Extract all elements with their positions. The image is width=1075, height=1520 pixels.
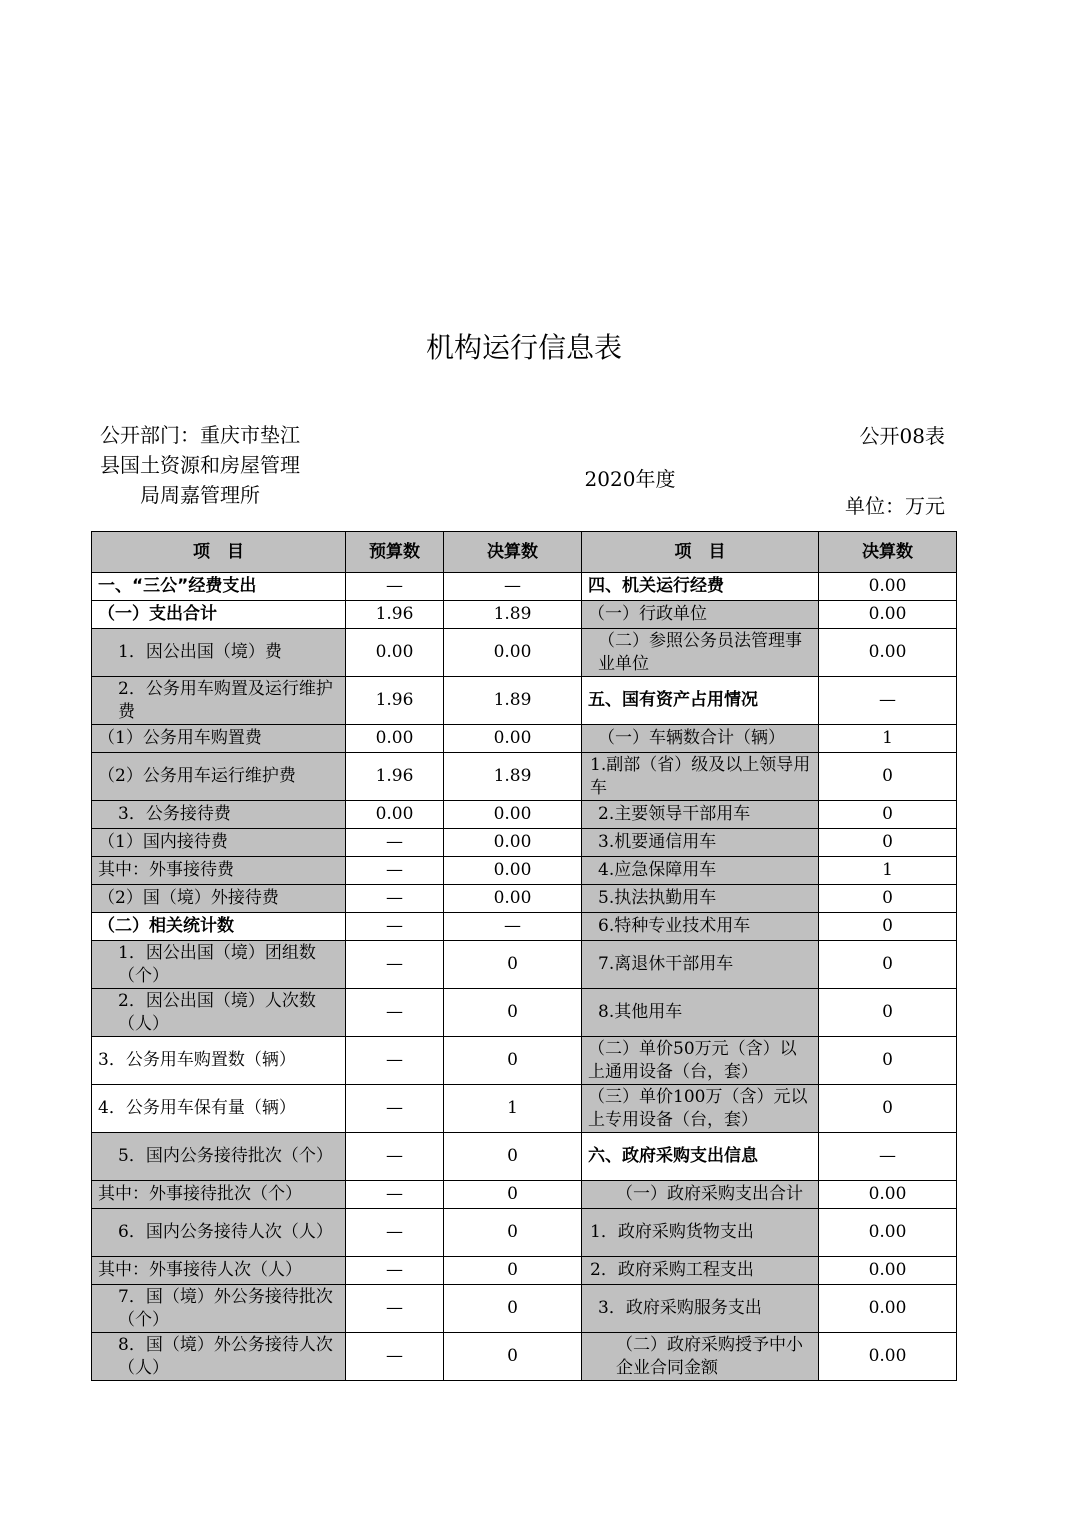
budget-value: —: [346, 1181, 444, 1209]
final-value: 0: [819, 913, 957, 941]
final-value: 1: [819, 857, 957, 885]
budget-value: 0.00: [346, 801, 444, 829]
budget-value: —: [346, 1133, 444, 1181]
header-cell: 预算数: [346, 532, 444, 573]
budget-value: —: [346, 941, 444, 989]
final-value: 0: [444, 1333, 582, 1381]
item-label-right: （一）车辆数合计（辆）: [582, 725, 819, 753]
table-row: [92, 1085, 957, 1133]
item-label-left: 5．国内公务接待批次（个）: [92, 1133, 346, 1181]
form-number: 公开08表: [859, 424, 945, 448]
final-value: 0.00: [444, 857, 582, 885]
budget-value: —: [346, 1257, 444, 1285]
table-header-row: [92, 532, 957, 573]
table-row: [92, 753, 957, 801]
header-cell: 决算数: [444, 532, 582, 573]
final-value: —: [444, 573, 582, 601]
final-value: 0: [819, 989, 957, 1037]
table-row: [92, 885, 957, 913]
item-label-right: 五、国有资产占用情况: [582, 677, 819, 725]
table-row: [92, 857, 957, 885]
table-row: [92, 989, 957, 1037]
budget-value: 1.96: [346, 753, 444, 801]
item-label-left: 其中：外事接待费: [92, 857, 346, 885]
budget-value: —: [346, 1085, 444, 1133]
final-value: —: [444, 913, 582, 941]
item-label-left: 3．公务接待费: [92, 801, 346, 829]
item-label-right: 2.主要领导干部用车: [582, 801, 819, 829]
info-table: [91, 531, 957, 1381]
item-label-left: （1）公务用车购置费: [92, 725, 346, 753]
header-cell: 项 目: [92, 532, 346, 573]
item-label-right: 四、机关运行经费: [582, 573, 819, 601]
final-value: 0.00: [444, 629, 582, 677]
final-value: 0: [819, 753, 957, 801]
budget-value: —: [346, 989, 444, 1037]
table-row: [92, 941, 957, 989]
final-value: 0.00: [819, 601, 957, 629]
item-label-right: （二）政府采购授予中小企业合同金额: [582, 1333, 819, 1381]
item-label-left: （1）国内接待费: [92, 829, 346, 857]
item-label-left: 其中：外事接待批次（个）: [92, 1181, 346, 1209]
final-value: 0: [444, 1257, 582, 1285]
item-label-left: 1．因公出国（境）团组数（个）: [92, 941, 346, 989]
item-label-left: （2）公务用车运行维护费: [92, 753, 346, 801]
table-row: [92, 829, 957, 857]
final-value: —: [819, 1133, 957, 1181]
table-row: [92, 1037, 957, 1085]
final-value: 0: [444, 989, 582, 1037]
item-label-left: 2．因公出国（境）人次数（人）: [92, 989, 346, 1037]
item-label-right: 6.特种专业技术用车: [582, 913, 819, 941]
final-value: 1.89: [444, 753, 582, 801]
table-row: [92, 677, 957, 725]
final-value: 1: [819, 725, 957, 753]
budget-value: —: [346, 829, 444, 857]
header-cell: 项 目: [582, 532, 819, 573]
final-value: 0.00: [444, 829, 582, 857]
final-value: 0.00: [819, 1333, 957, 1381]
table-row: [92, 725, 957, 753]
fiscal-year: 2020年度: [584, 467, 676, 491]
final-value: 0.00: [444, 801, 582, 829]
final-value: 1.89: [444, 677, 582, 725]
item-label-right: 六、政府采购支出信息: [582, 1133, 819, 1181]
final-value: 0: [819, 801, 957, 829]
table-row: [92, 1181, 957, 1209]
table-row: [92, 573, 957, 601]
item-label-right: 3．政府采购服务支出: [582, 1285, 819, 1333]
disclosure-department: 公开部门：重庆市垫江县国土资源和房屋管理局周嘉管理所: [100, 423, 300, 507]
item-label-left: 2．公务用车购置及运行维护费: [92, 677, 346, 725]
final-value: 0: [444, 1133, 582, 1181]
item-label-left: 一、“三公”经费支出: [92, 573, 346, 601]
item-label-right: （一）行政单位: [582, 601, 819, 629]
item-label-left: 3．公务用车购置数（辆）: [92, 1037, 346, 1085]
item-label-left: （一）支出合计: [92, 601, 346, 629]
item-label-left: 4．公务用车保有量（辆）: [92, 1085, 346, 1133]
table-row: [92, 1333, 957, 1381]
budget-value: —: [346, 1333, 444, 1381]
table-row: [92, 1209, 957, 1257]
budget-value: —: [346, 885, 444, 913]
final-value: 0: [819, 829, 957, 857]
item-label-right: 7.离退休干部用车: [582, 941, 819, 989]
final-value: 1: [444, 1085, 582, 1133]
final-value: 0: [444, 1209, 582, 1257]
final-value: 0.00: [444, 885, 582, 913]
budget-value: —: [346, 1037, 444, 1085]
item-label-right: （三）单价100万（含）元以上专用设备（台，套）: [582, 1085, 819, 1133]
final-value: 0.00: [819, 1285, 957, 1333]
budget-value: —: [346, 573, 444, 601]
item-label-right: 8.其他用车: [582, 989, 819, 1037]
final-value: 0.00: [819, 573, 957, 601]
table-row: [92, 913, 957, 941]
item-label-right: （一）政府采购支出合计: [582, 1181, 819, 1209]
budget-value: 1.96: [346, 601, 444, 629]
item-label-left: 其中：外事接待人次（人）: [92, 1257, 346, 1285]
final-value: 0.00: [819, 629, 957, 677]
final-value: 0.00: [819, 1181, 957, 1209]
item-label-right: 2．政府采购工程支出: [582, 1257, 819, 1285]
item-label-left: （二）相关统计数: [92, 913, 346, 941]
budget-value: 0.00: [346, 725, 444, 753]
budget-value: —: [346, 913, 444, 941]
final-value: 0: [819, 1085, 957, 1133]
budget-value: —: [346, 1209, 444, 1257]
table-row: [92, 801, 957, 829]
final-value: 1.89: [444, 601, 582, 629]
item-label-left: 7．国（境）外公务接待批次（个）: [92, 1285, 346, 1333]
item-label-left: 8．国（境）外公务接待人次（人）: [92, 1333, 346, 1381]
table-row: [92, 629, 957, 677]
currency-unit: 单位：万元: [845, 494, 945, 518]
item-label-right: 1．政府采购货物支出: [582, 1209, 819, 1257]
item-label-right: （二）参照公务员法管理事业单位: [582, 629, 819, 677]
table-row: [92, 601, 957, 629]
item-label-right: （二）单价50万元（含）以上通用设备（台，套）: [582, 1037, 819, 1085]
page-title: 机构运行信息表: [425, 331, 622, 364]
final-value: 0: [444, 941, 582, 989]
final-value: 0: [819, 941, 957, 989]
final-value: 0.00: [444, 725, 582, 753]
item-label-right: 4.应急保障用车: [582, 857, 819, 885]
item-label-left: （2）国（境）外接待费: [92, 885, 346, 913]
final-value: 0: [819, 885, 957, 913]
budget-value: 1.96: [346, 677, 444, 725]
final-value: 0: [444, 1037, 582, 1085]
final-value: 0.00: [819, 1209, 957, 1257]
item-label-right: 3.机要通信用车: [582, 829, 819, 857]
final-value: 0: [444, 1285, 582, 1333]
item-label-left: 6．国内公务接待人次（人）: [92, 1209, 346, 1257]
final-value: 0.00: [819, 1257, 957, 1285]
table-row: [92, 1285, 957, 1333]
final-value: —: [819, 677, 957, 725]
budget-value: 0.00: [346, 629, 444, 677]
item-label-right: 1.副部（省）级及以上领导用车: [582, 753, 819, 801]
item-label-right: 5.执法执勤用车: [582, 885, 819, 913]
item-label-left: 1．因公出国（境）费: [92, 629, 346, 677]
final-value: 0: [819, 1037, 957, 1085]
final-value: 0: [444, 1181, 582, 1209]
table-row: [92, 1133, 957, 1181]
budget-value: —: [346, 1285, 444, 1333]
table-row: [92, 1257, 957, 1285]
budget-value: —: [346, 857, 444, 885]
header-cell: 决算数: [819, 532, 957, 573]
